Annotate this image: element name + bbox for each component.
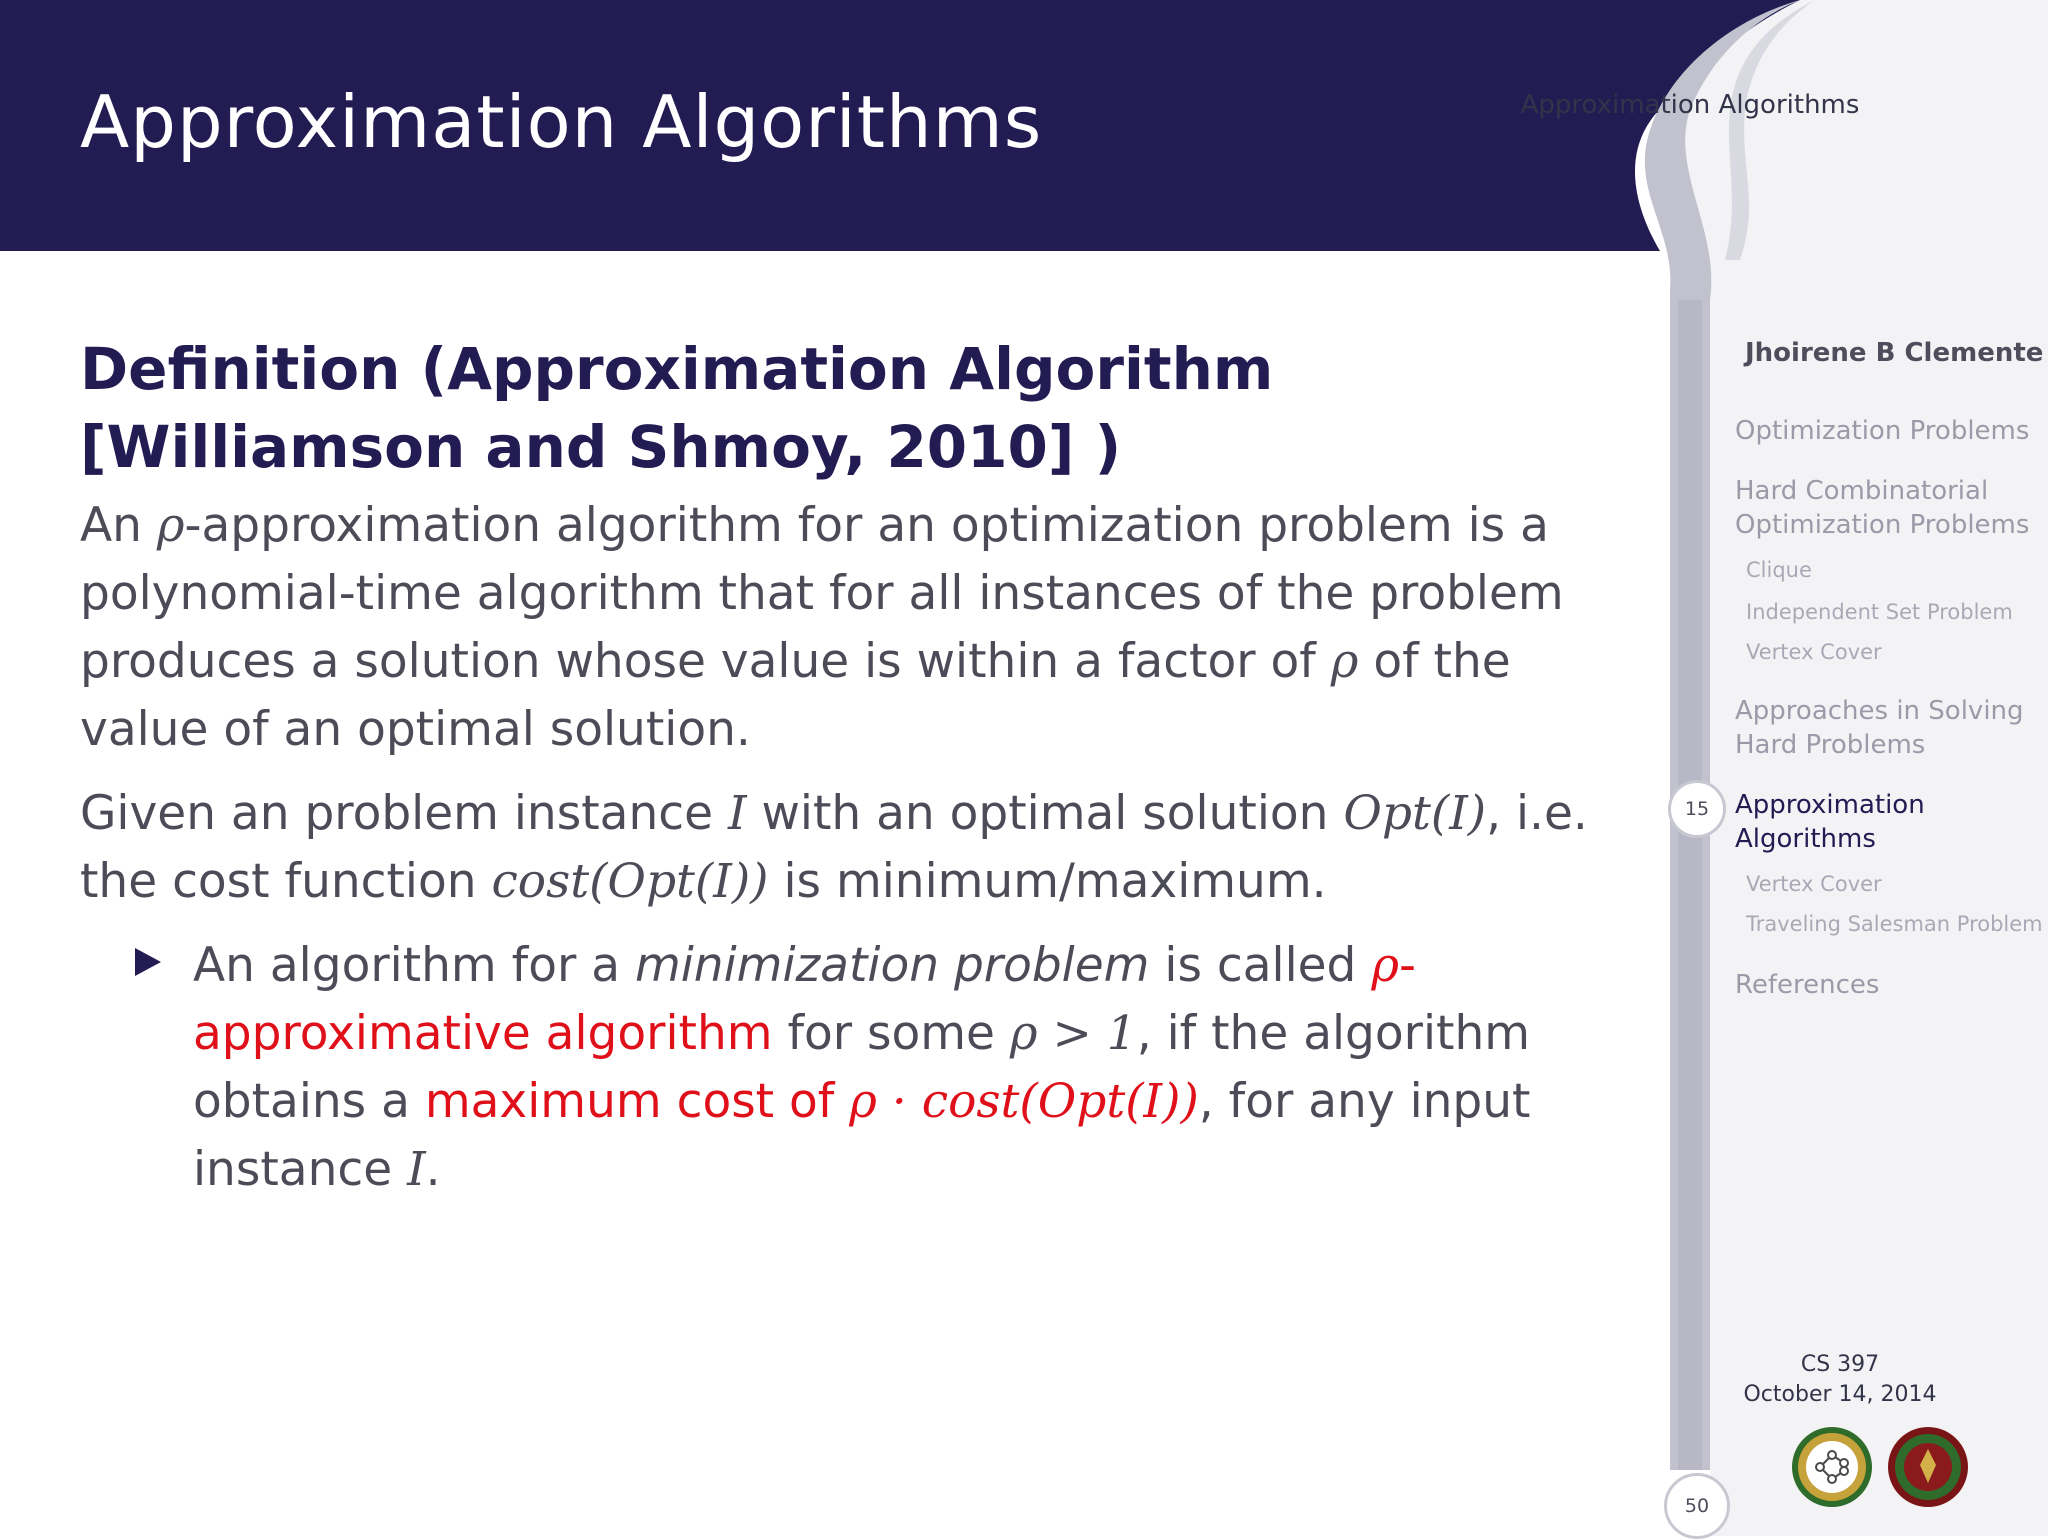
instance-symbol: I [727,786,747,841]
sidebar-section-hard-problems[interactable]: Hard Combinatorial Optimization Problems [1735,476,2030,540]
bullet-text-part: is called [1149,938,1372,993]
given-text: Given an problem instance [80,786,728,841]
sidebar-subsection-clique[interactable]: Clique [1746,558,1812,582]
highlight-rho-cost-expression: ρ · cost(Opt(I)) [849,1074,1199,1129]
sidebar-course-info [1580,1350,2048,1410]
definition-text: An [80,498,157,553]
rho-condition: ρ > 1 [1009,1006,1137,1061]
bullet-text-part: An algorithm for a [193,938,635,993]
up-seal-icon [1886,1425,1970,1509]
definition-title [80,330,1640,486]
slide-content [80,330,1640,1204]
sidebar-short-title: Approximation Algorithms [1520,90,1860,120]
rho-symbol: ρ [156,498,185,553]
definition-text: -approximation algorithm for an optimization problem is a polynomial-time algorithm that for all instances of the problem produces a solution whose value is within a factor of [80,498,1564,689]
rho-symbol: ρ [1330,634,1359,689]
bullet-text [193,932,1640,1204]
sidebar-subsection-tsp[interactable]: Traveling Salesman Problem [1746,912,2043,936]
bullet-text-part: for some [772,1006,1010,1061]
cost-expression: cost(Opt(I)) [491,854,769,909]
bullet-text-part: . [425,1142,441,1197]
highlight-maximum-cost: maximum cost of [424,1074,850,1129]
highlight-approximative-algorithm: -approximative algorithm [193,938,1416,1061]
instance-symbol: I [407,1142,426,1197]
sidebar-subsection-vertex-cover[interactable]: Vertex Cover [1746,872,1882,896]
definition-body [80,492,1640,764]
bullet-triangle-icon [135,948,161,976]
current-page-badge: 15 [1668,780,1726,838]
given-text: with an optimal solution [746,786,1344,841]
frame-title: Approximation Algorithms [80,80,1043,164]
sidebar-section-references[interactable]: References [1735,970,1880,1000]
rho-symbol: ρ [1371,938,1399,993]
bullet-text-part: , if the algorithm obtains a [193,1006,1531,1129]
emphasis-minimization-problem: minimization problem [634,938,1150,993]
frame-header [0,0,1660,251]
sidebar-section-approaches[interactable]: Approaches in Solving Hard Problems [1735,696,2024,760]
given-text: , i.e. the cost function [80,786,1588,909]
given-paragraph [80,780,1640,916]
opt-expression: Opt(I) [1343,786,1487,841]
definition-title-line-2: [Williamson and Shmoy, 2010] ) [80,413,1122,481]
given-text: is minimum/maximum. [768,854,1327,909]
sidebar-author: Jhoirene B Clemente [1745,338,2044,368]
course-code: CS 397 [1800,1352,1880,1377]
sidebar-subsection-vertex-cover[interactable]: Vertex Cover [1746,640,1882,664]
dcs-logo-icon [1790,1425,1874,1509]
bullet-text-part: , for any input instance [193,1074,1531,1197]
bullet-item [80,932,1640,1204]
total-pages-badge: 50 [1664,1473,1730,1539]
sidebar-subsection-independent-set[interactable]: Independent Set Problem [1746,600,2013,624]
definition-text: of the value of an optimal solution. [80,634,1511,757]
sidebar-section-approximation-algorithms[interactable]: Approximation Algorithms [1735,790,1925,854]
sidebar [1520,0,2048,1536]
presentation-date: October 14, 2014 [1743,1382,1937,1407]
definition-title-line-1: Definition (Approximation Algorithm [80,335,1274,403]
sidebar-section-optimization-problems[interactable]: Optimization Problems [1735,416,2030,446]
